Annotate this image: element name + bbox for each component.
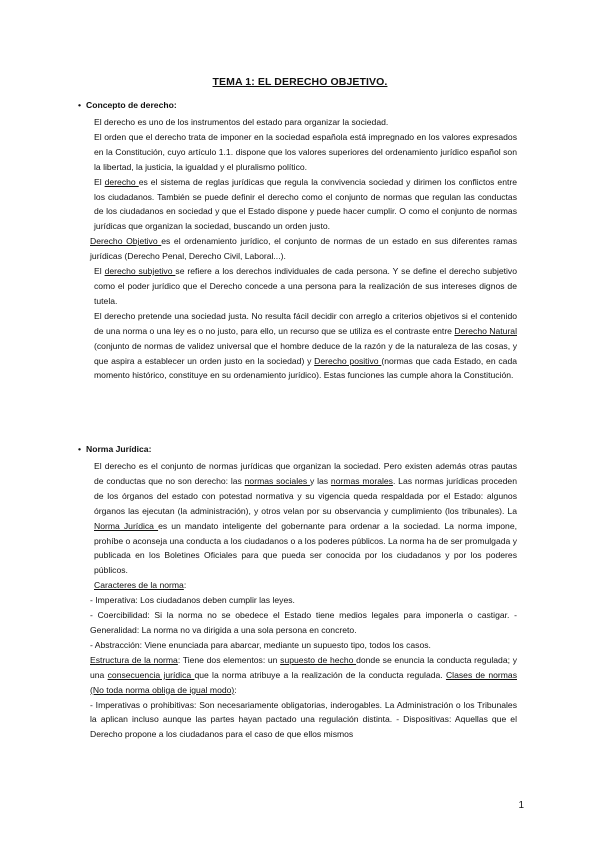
page-title: TEMA 1: EL DERECHO OBJETIVO. (212, 76, 388, 88)
section-concepto-body (90, 115, 517, 383)
paragraph: El derecho subjetivo se refiere a los derechos individuales de cada persona. Y se define el derecho subjetivo como el poder jurídico que el Derecho concede a una persona para la realización de sus intereses dignos de tutela. (94, 266, 518, 306)
paragraph: Estructura de la norma: Tiene dos elementos: un supuesto de hecho donde se enuncia la conducta regulada; y una consecuencia jurídica que la norma atribuye a la realización de la conducta regulada. Clases de normas (No toda norma obliga de igual modo): (90, 654, 518, 695)
list-item: - Abstracción: Viene enunciada para abarcar, mediante un supuesto tipo, todos los casos. (90, 639, 431, 650)
paragraph: El derecho pretende una sociedad justa. No resulta fácil decidir con arreglo a criterios objetivos si el contenido de una norma o una ley es o no justo, para ello, un recurso que se utiliza es el contraste entre Derecho Natural (conjunto de normas de validez universal que el hombre deduce de la razón y de la naturaleza de las cosas, y que aspira a establecer un orden justo en la sociedad) y Derecho positivo (normas que cada Estado, en cada momento histórico, constituye en su ordenamiento jurídico). Estas funciones las cumple ahora la Constitución. (94, 310, 518, 381)
paragraph: El orden que el derecho trata de imponer en la sociedad española está impregnado en los valores expresados en la Constitución, cuyo artículo 1.1. dispone que los valores superiores del ordenamiento jurídico español son la libertad, la justicia, la igualdad y el pluralismo político. (94, 131, 517, 172)
bullet-icon: • (78, 100, 82, 110)
paragraph: El derecho es uno de los instrumentos del estado para organizar la sociedad. (94, 117, 389, 127)
list-item: - Coercibilidad: Si la norma no se obedece el Estado tiene medios legales para imponerla o castigar. - Generalidad: La norma no va dirigida a una sola persona en concreto. (90, 610, 517, 635)
section-norma-body (90, 459, 517, 742)
page-number: 1 (518, 800, 524, 811)
list-item: - Imperativas o prohibitivas: Son necesariamente obligatorias, inderogables. La Administración o los Tribunales la aplican incluso aunque las partes hayan pactado una regulación distinta. - Dispositivas: Aquellas que el Derecho propone a los ciudadanos para el caso de que ellos mismos (90, 699, 517, 740)
paragraph: El derecho es el conjunto de normas jurídicas que organizan la sociedad. Pero existen además otras pautas de conductas que no son derecho: las normas sociales y las normas morales. Las normas jurídicas proceden de los órganos del estado con potestad normativa y su vigencia queda respaldada por el Estado: algunos órganos las ejecutan (la administración), y otros velan por su observancia y cumplimiento (los tribunales). La Norma Jurídica es un mandato inteligente del gobernante para ordenar a la sociedad. La norma impone, prohíbe o aconseja una conducta a los ciudadanos o a los poderes públicos. La norma ha de ser promulgada y publicada en los Boletines Oficiales para que pueda ser conocida por los ciudadanos y por los poderes públicos. (94, 461, 517, 576)
list-item: - Imperativa: Los ciudadanos deben cumplir las leyes. (90, 595, 295, 606)
section-heading-norma: • Norma Jurídica: (78, 444, 152, 454)
paragraph: Derecho Objetivo es el ordenamiento jurídico, el conjunto de normas de un estado en sus diferentes ramas jurídicas (Derecho Penal, Derecho Civil, Laboral...). (90, 236, 517, 262)
section-heading-concepto: • Concepto de derecho: (78, 100, 177, 110)
caracteres-heading: Caracteres de la norma: (94, 580, 187, 591)
bullet-icon: • (78, 444, 82, 454)
paragraph: El derecho es el sistema de reglas jurídicas que regula la convivencia sociedad y dirimen los conflictos entre los ciudadanos. También se puede definir el derecho como el conjunto de normas que regulan las conductas de los ciudadanos en sociedad y que el Estado dispone y puede hacer cumplir. O como el conjunto de normas jurídicas que organizan la sociedad, buscando un orden justo. (94, 176, 518, 232)
